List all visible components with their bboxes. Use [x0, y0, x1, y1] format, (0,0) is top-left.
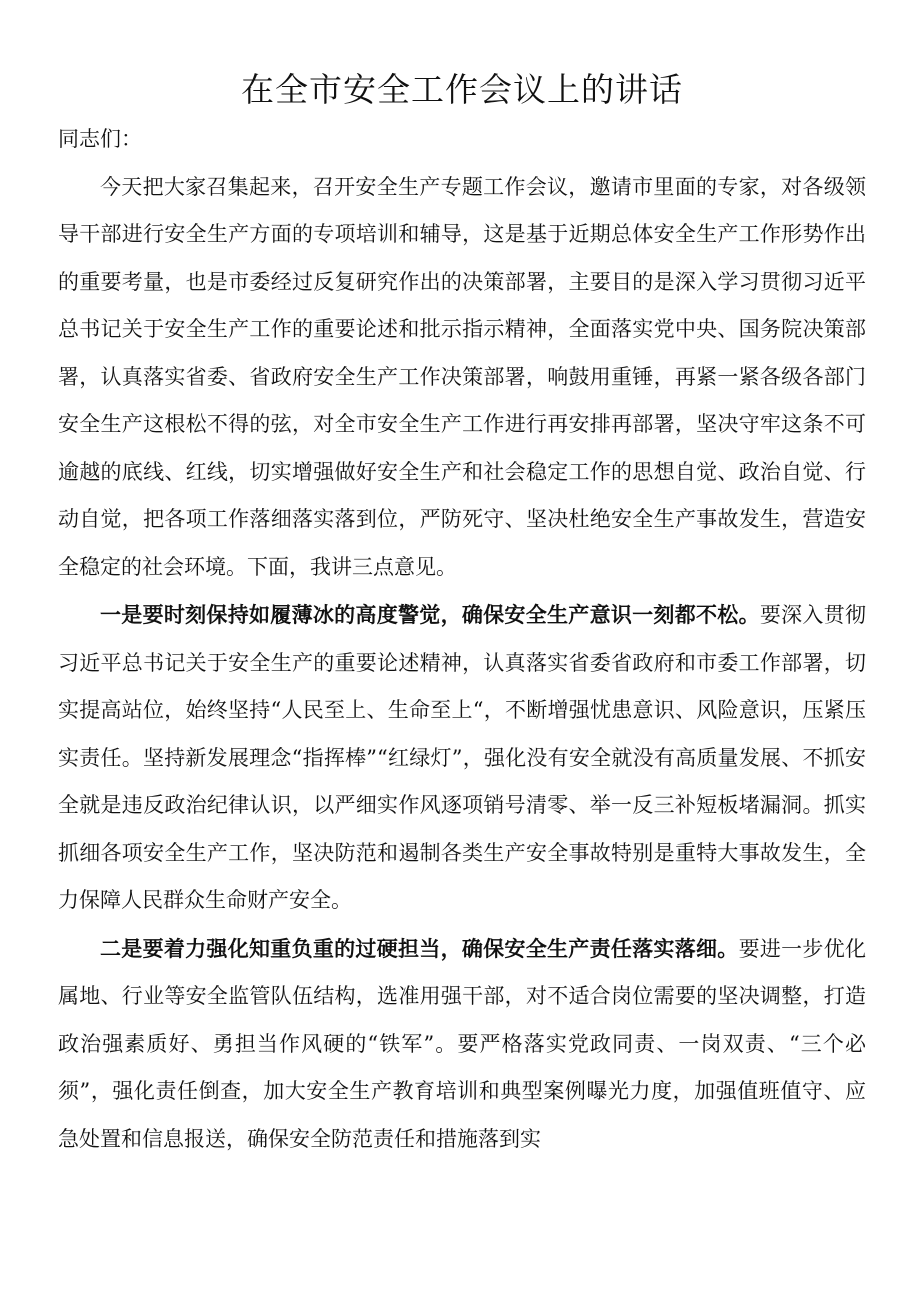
section-one-lead: 一是要时刻保持如履薄冰的高度警觉，确保安全生产意识一刻都不松。	[100, 602, 760, 627]
intro-paragraph: 今天把大家召集起来，召开安全生产专题工作会议，邀请市里面的专家，对各级领导干部进行安全生产方面的专项培训和辅导，这是基于近期总体安全生产工作形势作出的重要考量，也是市委经过反复研究作出的决策部署，主要目的是深入学习贯彻习近平总书记关于安全生产工作的重要论述和批示指示精神，全面落实党中央、国务院决策部署，认真落实省委、省政府安全生产工作决策部署，响鼓用重锤，再紧一紧各级各部门安全生产这根松不得的弦，对全市安全生产工作进行再安排再部署，坚决守牢这条不可逾越的底线、红线，切实增强做好安全生产和社会稳定工作的思想自觉、政治自觉、行动自觉，把各项工作落细落实落到位，严防死守、坚决杜绝安全生产事故发生，营造安全稳定的社会环境。下面，我讲三点意见。	[58, 174, 866, 579]
section-two-body: 要进一步优化属地、行业等安全监管队伍结构，选准用强干部，对不适合岗位需要的坚决调整，打造政治强素质好、勇担当作风硬的“铁军”。要严格落实党政同责、一岗双责、“三个必须”，强化责任倒查，加大安全生产教育培训和典型案例曝光力度，加强值班值守、应急处置和信息报送，确保安全防范责任和措施落到实	[58, 936, 867, 1151]
section-one-paragraph	[58, 591, 866, 925]
document-title: 在全市安全工作会议上的讲话	[241, 70, 683, 109]
document-page	[58, 0, 866, 1163]
salutation: 同志们：	[58, 127, 142, 151]
section-one-body: 要深入贯彻习近平总书记关于安全生产的重要论述精神，认真落实省委省政府和市委工作部署，切实提高站位，始终坚持“人民至上、生命至上“，不断增强忧患意识、风险意识，压紧压实责任。坚持新发展理念“指挥棒”“红绿灯”，强化没有安全就没有高质量发展、不抓安全就是违反政治纪律认识，以严细实作风逐项销号清零、举一反三补短板堵漏洞。抓实抓细各项安全生产工作，坚决防范和遏制各类生产安全事故特别是重特大事故发生，全力保障人民群众生命财产安全。	[58, 603, 867, 912]
section-two-lead: 二是要着力强化知重负重的过硬担当，确保安全生产责任落实落细。	[100, 935, 739, 961]
section-two-paragraph	[58, 925, 866, 1164]
